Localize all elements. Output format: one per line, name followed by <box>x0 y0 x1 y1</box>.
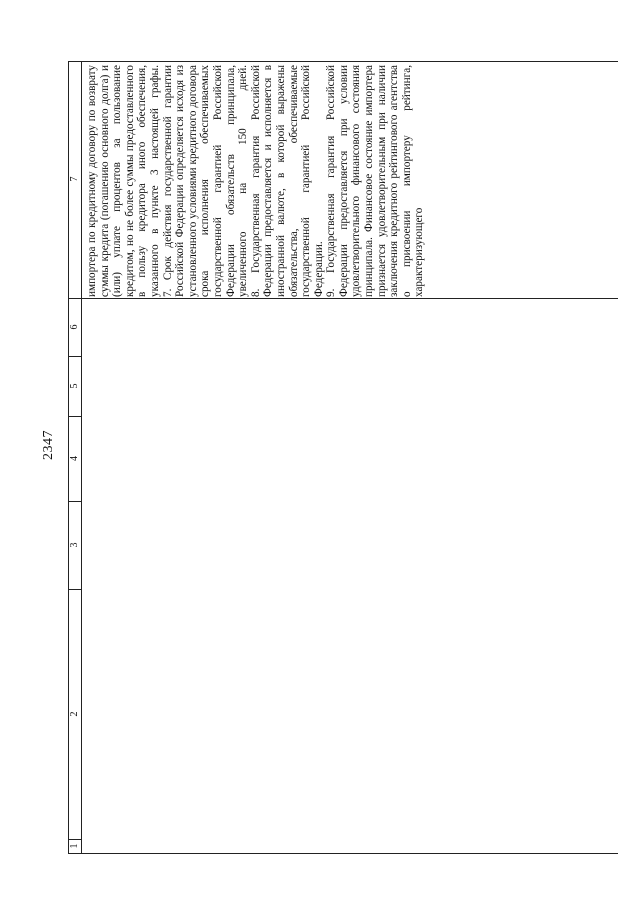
table <box>68 61 618 854</box>
paragraph: 9. Государственная гарантия Российской Федерации предоставляется при условии удовлетворительного финансового состояния принципала. Финансовое состояние импортера признается удовлетворительным при наличии заключения кредитного рейтингового агентства о присвоении импортеру рейтинга, характеризующего <box>325 65 426 297</box>
paragraph: импортера по кредитному договору по возврату суммы кредита (погашению основного долга) и (или) уплате процентов за пользование кредитом, но не более суммы предоставленного в пользу кредитора иного обеспечения, указанного в пункте 3 настоящей графы. <box>86 65 161 297</box>
column-divider <box>68 501 82 502</box>
page-number: 2347 <box>41 430 56 460</box>
column-divider <box>68 416 82 417</box>
column-divider <box>68 298 618 299</box>
column-divider <box>68 839 82 840</box>
table-header-row <box>68 61 82 854</box>
column-7-text <box>86 65 426 297</box>
header-col-2: 2 <box>69 711 80 717</box>
header-col-7: 7 <box>69 176 80 182</box>
header-col-1: 1 <box>69 843 80 849</box>
paragraph: 7. Срок действия государственной гарантии Российской Федерации определяется исходя из установленного условиями кредитного договора срока исполнения обеспечиваемых государственной гарантией Российской Федерации обязательств принципала, увеличенного на 150 дней. <box>161 65 250 297</box>
header-col-5: 5 <box>69 383 80 389</box>
table-border-left <box>68 853 618 854</box>
header-col-6: 6 <box>69 324 80 330</box>
column-divider <box>68 356 82 357</box>
header-col-4: 4 <box>69 456 80 461</box>
column-divider <box>68 589 82 590</box>
table-border-right <box>68 61 618 62</box>
header-col-3: 3 <box>69 542 80 548</box>
paragraph: 8. Государственная гарантия Российской Федерации предоставляется и исполняется в иностранной валюте, в которой выражены обязательства, обеспечиваемые государственной гарантией Российской Федерации. <box>249 65 325 297</box>
